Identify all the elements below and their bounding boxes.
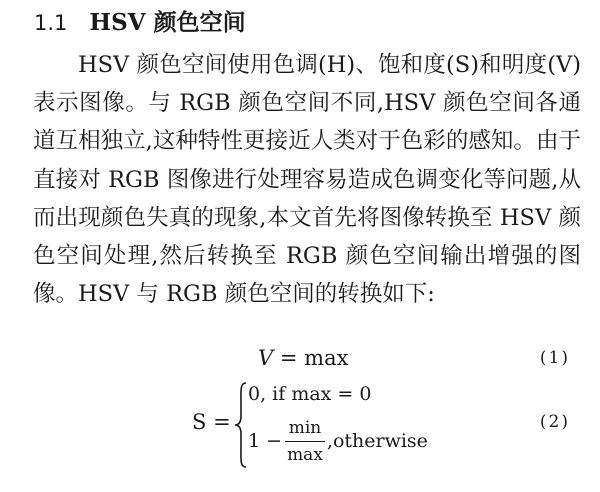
equation-2-rel: = bbox=[213, 410, 231, 434]
equation-2-number: (2) bbox=[539, 412, 570, 432]
equation-2-case-2-suffix: ,otherwise bbox=[326, 430, 428, 452]
fraction-numerator: min bbox=[288, 417, 322, 438]
section-number: 1.1 bbox=[34, 11, 68, 35]
body-paragraph: HSV 颜色空间使用色调(H)、饱和度(S)和明度(V)表示图像。与 RGB 颜色空间不同,HSV 颜色空间各通道互相独立,这种特性更接近人类对于色彩的感知。由于直接对 RGB 图像进行处理容易造成色调变化等问题,从而出现颜色失真的现象,本文首先将图像转换至 HSV 颜色空间处理,然后转换至 RGB 颜色空间输出增强的图像。HSV 与 RGB 颜色空间的转换如下: bbox=[33, 52, 581, 308]
fraction-denominator: max bbox=[285, 441, 325, 466]
equation-1-lhs: V bbox=[258, 346, 274, 370]
section-title: HSV 颜色空间 bbox=[89, 9, 246, 36]
left-brace-icon bbox=[234, 382, 248, 468]
equation-2-case-1: 0, if max = 0 bbox=[248, 383, 372, 405]
section-heading bbox=[34, 6, 246, 40]
equation-2-lhs-group bbox=[192, 404, 231, 440]
equation-2-lhs: S bbox=[192, 410, 207, 434]
equation-1-rhs: max bbox=[304, 346, 349, 370]
equation-2 bbox=[0, 378, 600, 474]
equation-2-case-2 bbox=[248, 412, 428, 470]
equation-1-rel: = bbox=[279, 346, 298, 370]
equation-2-case-2-prefix: 1 − bbox=[248, 430, 283, 452]
equation-1-expression bbox=[258, 340, 348, 376]
fraction-min-over-max bbox=[285, 417, 325, 466]
equation-1 bbox=[0, 340, 600, 380]
equation-1-number: (1) bbox=[539, 348, 570, 368]
